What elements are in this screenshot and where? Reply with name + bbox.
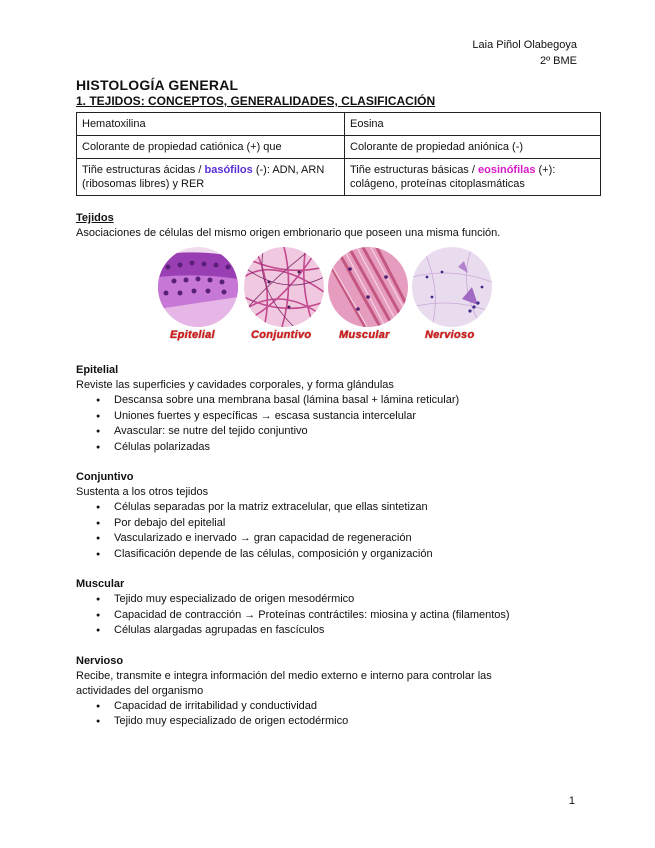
nervioso-heading: Nervioso (76, 654, 124, 667)
list-item: ● Capacidad de contracción → Proteínas contráctiles: miosina y actina (filamentos) (114, 608, 602, 624)
table-row (77, 136, 601, 159)
page-number: 1 (568, 795, 575, 807)
course-label: 2º BME (539, 55, 577, 67)
connective-tissue-image (244, 247, 324, 327)
figure-label-conjuntivo: Conjuntivo (251, 329, 312, 341)
cell-text: (-): ADN, ARN (ribosomas libres) y RER (82, 164, 325, 190)
list-item: ● Clasificación depende de las células, composición y organización (114, 547, 602, 563)
eosinofilas-highlight: eosinófilas (477, 164, 536, 176)
list-item: ● Células separadas por la matriz extracelular, que ellas sintetizan (114, 500, 602, 516)
tejidos-heading: Tejidos (76, 212, 114, 224)
section-subtitle: 1. TEJIDOS: CONCEPTOS, GENERALIDADES, CLASIFICACIÓN (76, 94, 436, 108)
list-item: ● Uniones fuertes y específicas → escasa sustancia intercelular (114, 409, 602, 425)
epitelial-heading: Epitelial (76, 364, 119, 376)
nervioso-intro: Recibe, transmite e integra información del medio externo e interno para controlar las actividades del organismo (76, 669, 492, 697)
table-cell: Eosina (345, 113, 601, 136)
tejidos-definition: Asociaciones de células del mismo origen embrionario que poseen una misma función. (76, 227, 501, 239)
table-cell (77, 159, 345, 196)
table-cell (345, 159, 601, 196)
table-row (77, 113, 601, 136)
list-item: ● Vascularizado e inervado → gran capacidad de regeneración (114, 531, 602, 547)
list-item: ● Avascular: se nutre del tejido conjuntivo (114, 424, 602, 440)
epitelial-intro: Reviste las superficies y cavidades corporales, y forma glándulas (76, 379, 394, 391)
figure-label-muscular: Muscular (339, 329, 390, 341)
conjuntivo-list (76, 500, 602, 562)
epitelial-list (76, 393, 602, 455)
muscle-tissue-image (328, 247, 408, 327)
figure-label-nervioso: Nervioso (425, 329, 475, 341)
table-row (77, 159, 601, 196)
epithelial-tissue-image (158, 247, 238, 327)
list-item: ● Capacidad de irritabilidad y conductividad (114, 699, 602, 715)
conjuntivo-heading: Conjuntivo (76, 471, 134, 483)
tissue-types-figure (76, 247, 602, 359)
table-cell: Hematoxilina (77, 113, 345, 136)
cell-text: Tiñe estructuras básicas / (350, 164, 478, 176)
table-cell: Colorante de propiedad aniónica (-) (345, 136, 601, 159)
conjuntivo-intro: Sustenta a los otros tejidos (76, 486, 209, 498)
author-name: Laia Piñol Olabegoya (472, 39, 577, 51)
list-item: ● Células polarizadas (114, 440, 602, 456)
list-item: ● Células alargadas agrupadas en fascículos (114, 623, 602, 639)
list-item: ● Tejido muy especializado de origen mesodérmico (114, 592, 602, 608)
nervous-tissue-image (412, 247, 492, 327)
muscular-heading: Muscular (76, 578, 125, 590)
nervioso-list (76, 699, 602, 730)
muscular-list (76, 592, 602, 639)
cell-text: (+): colágeno, proteínas citoplasmáticas (350, 164, 556, 190)
stain-comparison-table (76, 112, 601, 196)
page-header (472, 37, 577, 69)
table-cell: Colorante de propiedad catiónica (+) que (77, 136, 345, 159)
cell-text: Tiñe estructuras ácidas / (82, 164, 205, 176)
basofilos-highlight: basófilos (204, 164, 253, 176)
list-item: ● Por debajo del epitelial (114, 516, 602, 532)
list-item: ● Descansa sobre una membrana basal (lámina basal + lámina reticular) (114, 393, 602, 409)
figure-label-epitelial: Epitelial (170, 329, 215, 341)
document-body (76, 76, 602, 730)
document-title: HISTOLOGÍA GENERAL (76, 77, 239, 93)
list-item: ● Tejido muy especializado de origen ectodérmico (114, 714, 602, 730)
